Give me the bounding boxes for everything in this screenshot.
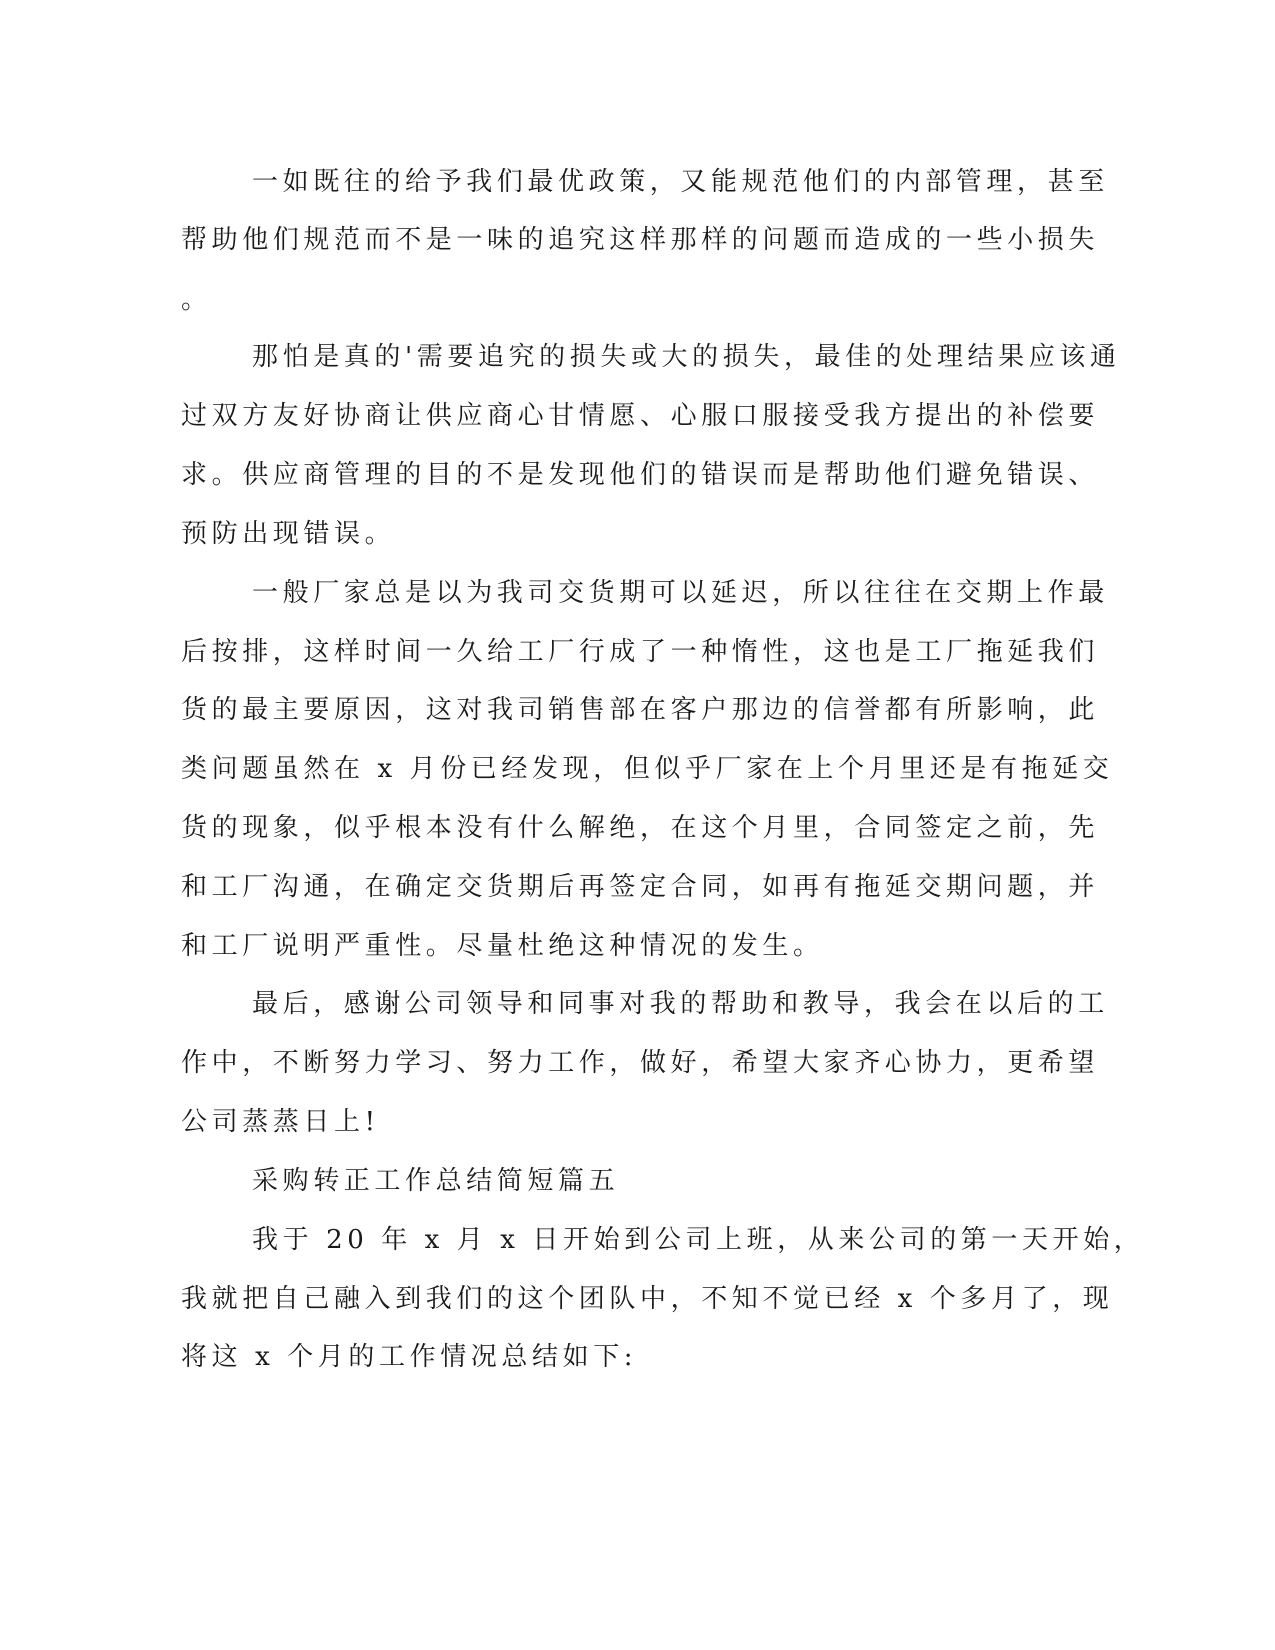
text-line-10: 货的最主要原因，这对我司销售部在客户那边的信誉都有所影响，此 — [181, 695, 1100, 725]
text-line-4: 那怕是真的'需要追究的损失或大的损失，最佳的处理结果应该通 — [252, 342, 1121, 372]
text-line-12: 货的现象，似乎根本没有什么解绝，在这个月里，合同签定之前，先 — [181, 813, 1100, 843]
text-line-14: 和工厂说明严重性。尽量杜绝这种情况的发生。 — [181, 931, 824, 961]
section-heading: 采购转正工作总结简短篇五 — [252, 1166, 620, 1196]
text-line-7: 预防出现错误。 — [181, 519, 396, 549]
text-line-13: 和工厂沟通，在确定交货期后再签定合同，如再有拖延交期问题，并 — [181, 872, 1100, 902]
text-line-5: 过双方友好协商让供应商心甘情愿、心服口服接受我方提出的补偿要 — [181, 401, 1100, 431]
text-line-19: 我于 20 年 x 月 x 日开始到公司上班，从来公司的第一天开始， — [252, 1225, 1145, 1255]
text-line-15: 最后，感谢公司领导和同事对我的帮助和教导，我会在以后的工 — [252, 989, 1109, 1019]
text-line-16: 作中，不断努力学习、努力工作，做好，希望大家齐心协力，更希望 — [181, 1048, 1100, 1078]
text-line-1: 一如既往的给予我们最优政策，又能规范他们的内部管理，甚至 — [252, 167, 1109, 197]
text-line-9: 后按排，这样时间一久给工厂行成了一种惰性，这也是工厂拖延我们 — [181, 637, 1100, 667]
text-line-6: 求。供应商管理的目的不是发现他们的错误而是帮助他们避免错误、 — [181, 460, 1100, 490]
text-line-17: 公司蒸蒸日上! — [181, 1107, 380, 1137]
text-line-20: 我就把自己融入到我们的这个团队中，不知不觉已经 x 个多月了，现 — [181, 1284, 1114, 1314]
text-line-21: 将这 x 个月的工作情况总结如下: — [181, 1342, 638, 1372]
text-line-11: 类问题虽然在 x 月份已经发现，但似乎厂家在上个月里还是有拖延交 — [181, 754, 1114, 784]
text-line-3: 。 — [181, 285, 212, 315]
text-line-8: 一般厂家总是以为我司交货期可以延迟，所以往往在交期上作最 — [252, 578, 1109, 608]
text-line-2: 帮助他们规范而不是一味的追究这样那样的问题而造成的一些小损失 — [181, 225, 1100, 255]
